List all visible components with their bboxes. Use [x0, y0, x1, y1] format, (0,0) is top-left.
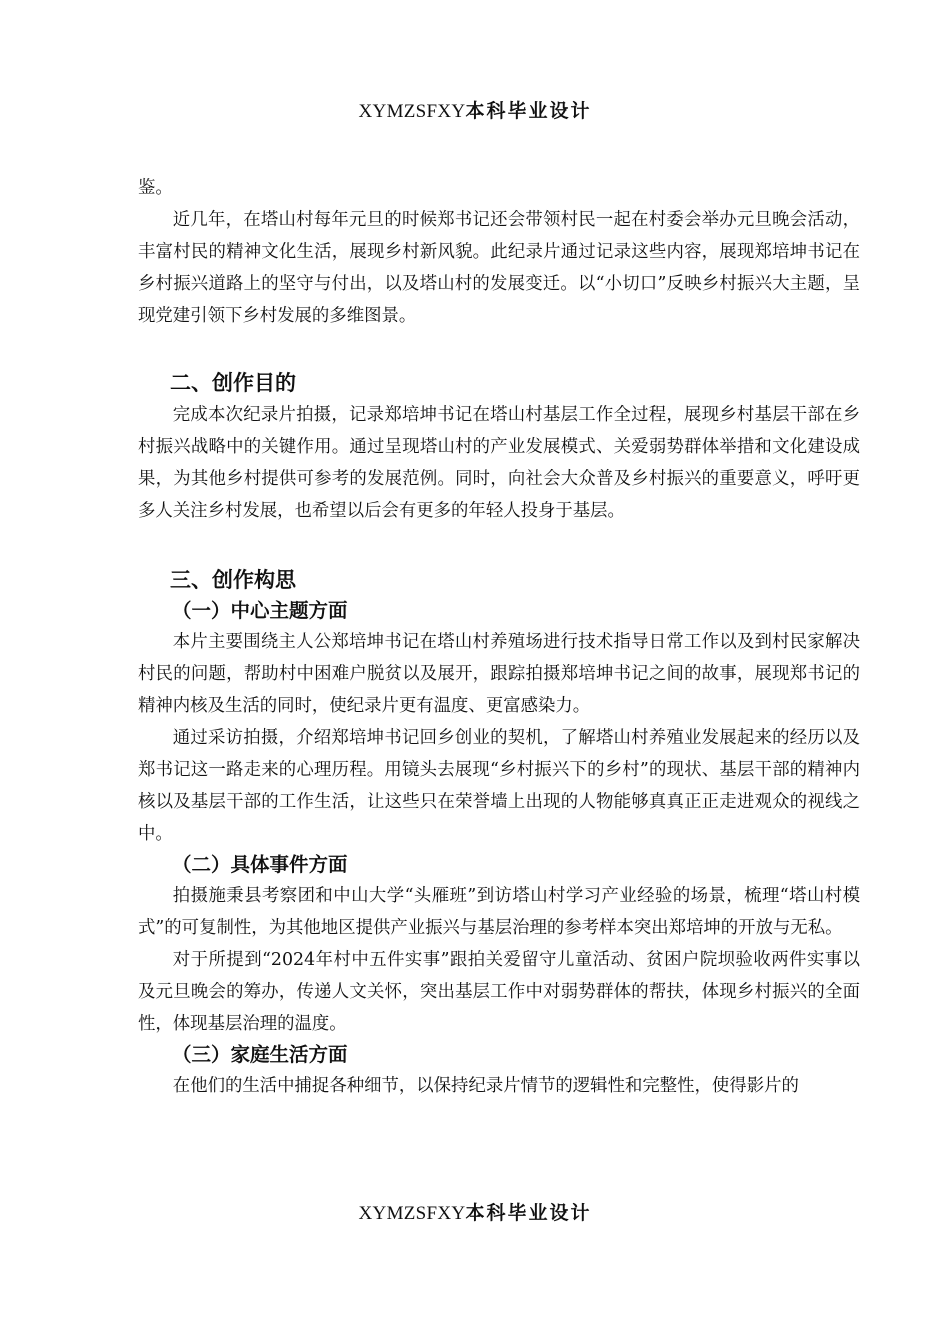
- page-header: [0, 96, 950, 123]
- paragraph-yuandan-gala: 近几年，在塔山村每年元旦的时候郑书记还会带领村民一起在村委会举办元旦晚会活动，丰富村民的精神文化生活，展现乡村新风貌。此纪录片通过记录这些内容，展现郑培坤书记在乡村振兴道路上的坚守与付出，以及塔山村的发展变迁。以“小切口”反映乡村振兴大主题，呈现党建引领下乡村发展的多维图景。: [138, 210, 860, 326]
- section-heading-goal: 二、创作目的: [170, 371, 296, 395]
- paragraph-events-1: 拍摄施秉县考察团和中山大学“头雁班”到访塔山村学习产业经验的场景，梳理“塔山村模式”的可复制性，为其他地区提供产业振兴与基层治理的参考样本突出郑培坤的开放与无私。: [138, 886, 860, 938]
- section-gap: [138, 332, 860, 368]
- section-gap: [138, 527, 860, 565]
- subheading-events: （二）具体事件方面: [172, 853, 348, 876]
- paragraph-theme-2: 通过采访拍摄，介绍郑培坤书记回乡创业的契机，了解塔山村养殖业发展起来的经历以及郑书记这一路走来的心理历程。用镜头去展现“乡村振兴下的乡村”的现状、基层干部的精神内核以及基层干部的工作生活，让这些只在荣誉墙上出现的人物能够真真正正走进观众的视线之中。: [138, 728, 860, 844]
- paragraph-goal: 完成本次纪录片拍摄，记录郑培坤书记在塔山村基层工作全过程，展现乡村基层干部在乡村振兴战略中的关键作用。通过呈现塔山村的产业发展模式、关爱弱势群体举措和文化建设成果，为其他乡村提供可参考的发展范例。同时，向社会大众普及乡村振兴的重要意义，呼吁更多人关注乡村发展，也希望以后会有更多的年轻人投身于基层。: [138, 405, 860, 521]
- footer-tag: 本科毕业设计: [465, 1202, 592, 1224]
- header-tag: 本科毕业设计: [465, 100, 592, 122]
- footer-code: XYMZSFXY: [358, 1203, 466, 1224]
- page-footer: [0, 1198, 950, 1225]
- paragraph-family: 在他们的生活中捕捉各种细节，以保持纪录片情节的逻辑性和完整性，使得影片的: [172, 1076, 799, 1096]
- paragraph-events-2: 对于所提到“2024年村中五件实事”跟拍关爱留守儿童活动、贫困户院坝验收两件实事以及元旦晚会的筹办，传递人文关怀，突出基层工作中对弱势群体的帮扶，体现乡村振兴的全面性，体现基层治理的温度。: [138, 950, 860, 1034]
- subheading-family: （三）家庭生活方面: [172, 1043, 348, 1066]
- section-heading-concept: 三、创作构思: [170, 568, 296, 592]
- header-code: XYMZSFXY: [358, 101, 466, 122]
- subheading-theme: （一）中心主题方面: [172, 599, 348, 622]
- paragraph-theme-1: 本片主要围绕主人公郑培坤书记在塔山村养殖场进行技术指导日常工作以及到村民家解决村民的问题，帮助村中困难户脱贫以及展开，跟踪拍摄郑培坤书记之间的故事，展现郑书记的精神内核及生活的同时，使纪录片更有温度、更富感染力。: [138, 632, 860, 716]
- document-body: [138, 172, 860, 1102]
- paragraph-continuation: 鉴。: [138, 178, 173, 198]
